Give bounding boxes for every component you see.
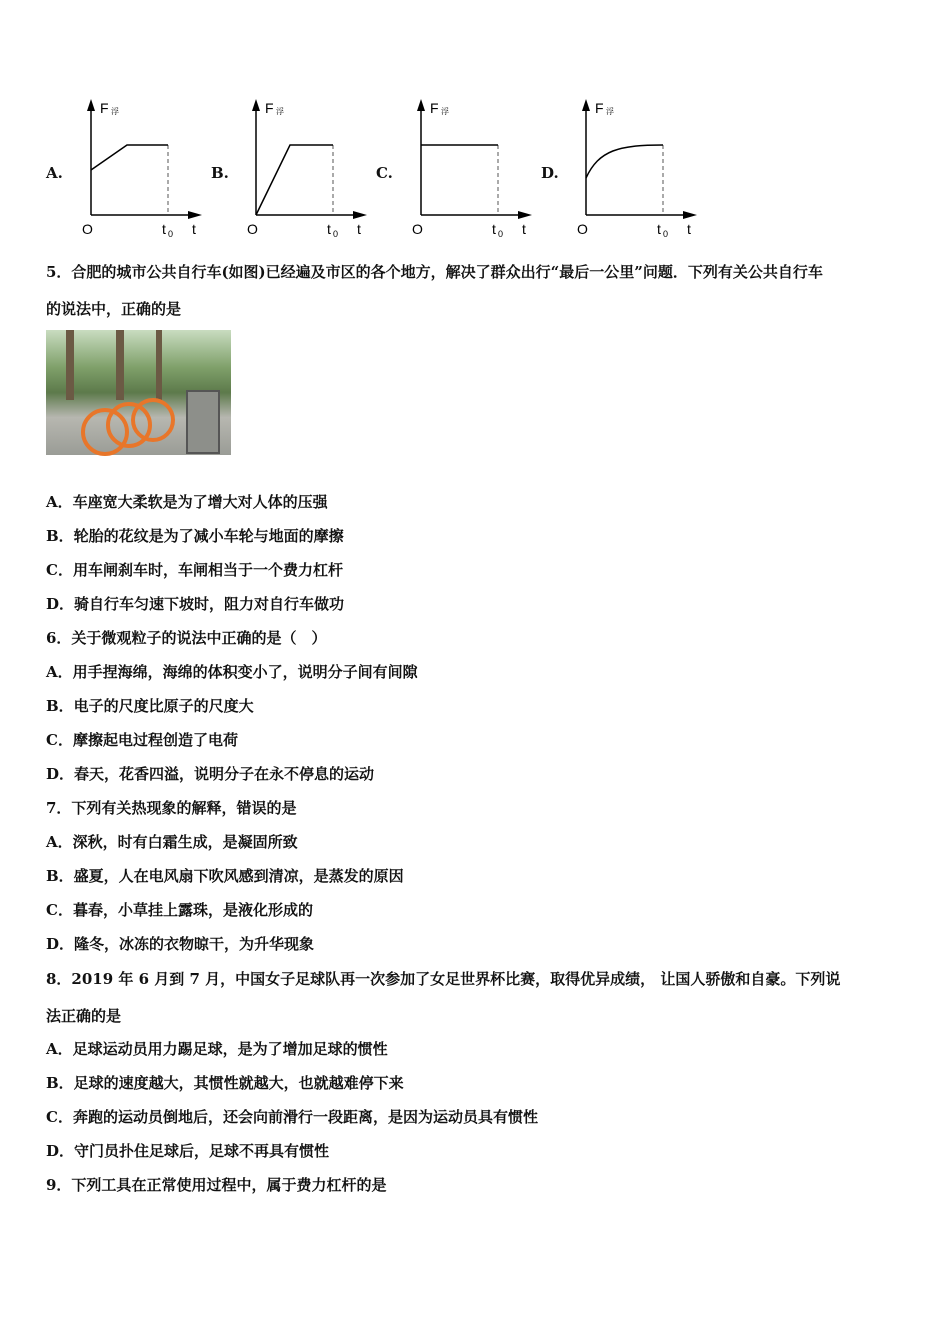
force-curve [586,145,663,178]
x-label: t [687,221,691,237]
x-label: t [522,221,526,237]
y-label-sub: 浮 [276,107,284,116]
text-line: C．摩擦起电过程创造了电荷 [46,731,238,749]
text-line: A．用手捏海绵，海绵的体积变小了，说明分子间有间隙 [46,663,418,681]
t0-label: t [327,221,331,237]
x-axis-arrow [353,211,367,219]
x-label: t [357,221,361,237]
text-line: B．电子的尺度比原子的尺度大 [46,697,254,715]
public-bicycle-photo [46,330,231,455]
t0-sub: 0 [663,229,669,239]
y-axis-arrow [252,99,260,111]
text-line: C．奔跑的运动员倒地后，还会向前滑行一段距离，是因为运动员具有惯性 [46,1108,538,1126]
t0-label: t [492,221,496,237]
y-axis-arrow [87,99,95,111]
x-label: t [192,221,196,237]
option-label: B. [211,164,229,182]
text-line: 5．合肥的城市公共自行车(如图)已经遍及市区的各个地方，解决了群众出行“最后一公里”问题．下列有关公共自行车 [46,263,823,281]
text-line: B．盛夏，人在电风扇下吹风感到清凉，是蒸发的原因 [46,867,404,885]
option-label: C. [376,164,393,182]
origin-label: O [82,221,93,237]
t0-sub: 0 [498,229,504,239]
y-label: F [430,100,439,116]
origin-label: O [412,221,423,237]
y-label-sub: 浮 [441,107,449,116]
text-line: B．轮胎的花纹是为了减小车轮与地面的摩擦 [46,527,344,545]
y-label-sub: 浮 [111,107,119,116]
x-axis-arrow [518,211,532,219]
text-line: 6．关于微观粒子的说法中正确的是（ ） [46,629,327,647]
text-line: 7．下列有关热现象的解释，错误的是 [46,799,297,817]
text-line: 法正确的是 [46,1007,122,1025]
y-axis-arrow [582,99,590,111]
y-label-sub: 浮 [606,107,614,116]
y-label: F [100,100,109,116]
text-line: D．春天，花香四溢，说明分子在永不停息的运动 [46,765,375,783]
text-line: D．骑自行车匀速下坡时，阻力对自行车做功 [46,595,345,613]
y-label: F [265,100,274,116]
text-line: A．车座宽大柔软是为了增大对人体的压强 [46,493,328,511]
y-label: F [595,100,604,116]
text-line: 8．2019 年 6 月到 7 月，中国女子足球队再一次参加了女足世界杯比赛，取得优异成绩， 让国人骄傲和自豪。下列说 [46,970,841,988]
option-label: D. [541,164,559,182]
text-line: C．用车闸刹车时，车闸相当于一个费力杠杆 [46,561,343,579]
t0-label: t [162,221,166,237]
force-curve [256,145,333,215]
origin-label: O [577,221,588,237]
t0-sub: 0 [333,229,339,239]
t0-label: t [657,221,661,237]
text-line: D．守门员扑住足球后，足球不再具有惯性 [46,1142,330,1160]
force-time-graph [579,95,739,240]
text-line: C．暮春，小草挂上露珠，是液化形成的 [46,901,313,919]
t0-sub: 0 [168,229,174,239]
x-axis-arrow [683,211,697,219]
option-label: A. [46,164,63,182]
origin-label: O [247,221,258,237]
text-line: 9．下列工具在正常使用过程中，属于费力杠杆的是 [46,1176,387,1194]
text-line: A．深秋，时有白霜生成，是凝固所致 [46,833,298,851]
x-axis-arrow [188,211,202,219]
text-line: B．足球的速度越大，其惯性就越大，也就越难停下来 [46,1074,404,1092]
y-axis-arrow [417,99,425,111]
text-line: A．足球运动员用力踢足球，是为了增加足球的惯性 [46,1040,388,1058]
text-line: D．隆冬，冰冻的衣物晾干，为升华现象 [46,935,315,953]
text-line: 的说法中，正确的是 [46,300,182,318]
force-curve [91,145,168,170]
